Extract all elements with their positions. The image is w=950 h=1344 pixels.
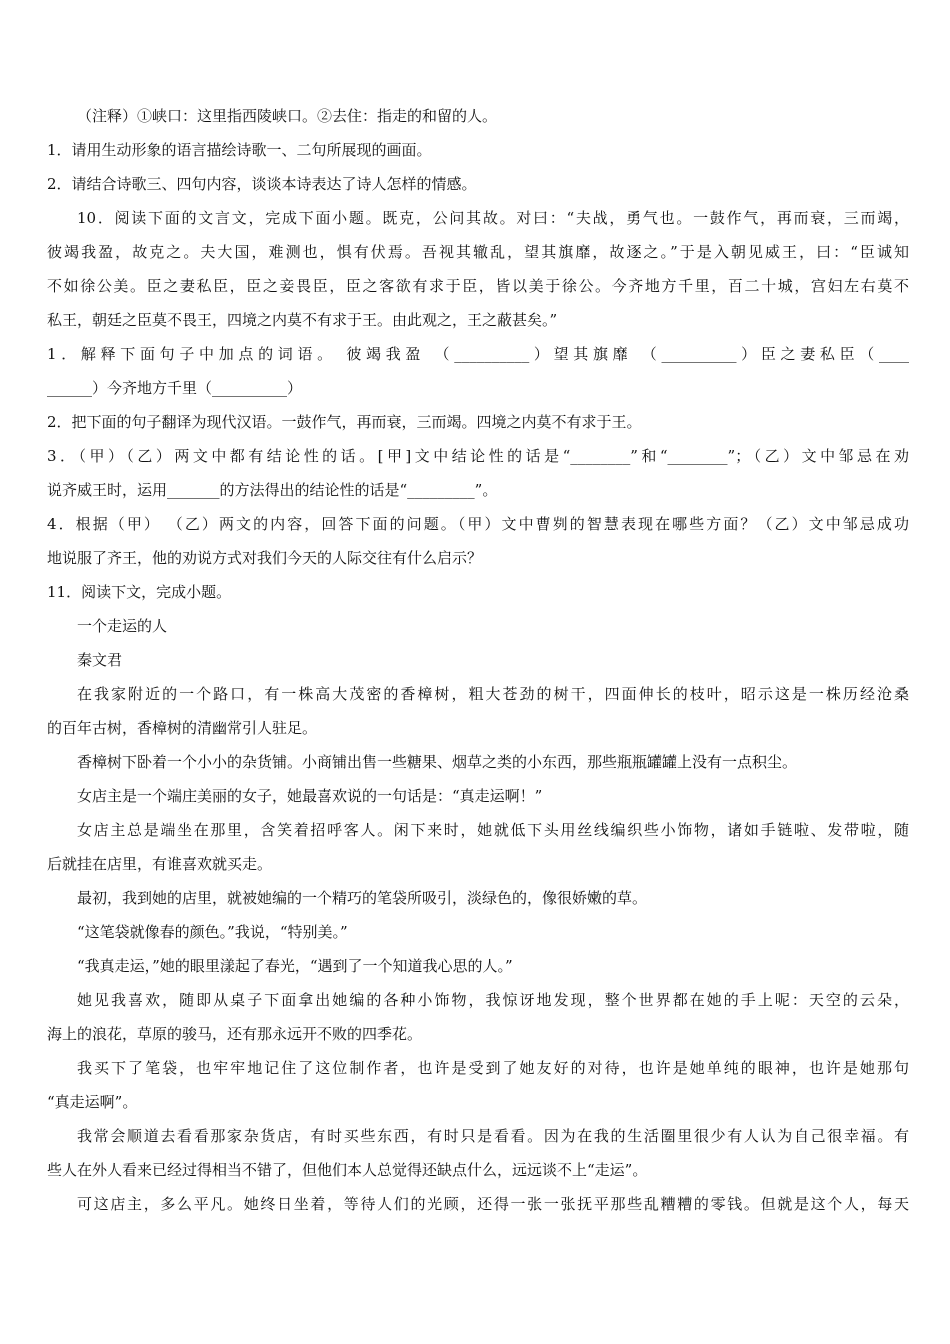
classical-text-line-2: 彼竭我盈，故克之。夫大国，难测也，惧有伏焉。吾视其辙乱，望其旗靡，故逐之。”于是入朝见威王，曰：“臣诚知	[47, 243, 909, 261]
essay-paragraph-line: “我真走运，”她的眼里漾起了春光，“遇到了一个知道我心思的人。”	[77, 957, 513, 975]
essay-paragraph-line: 女店主总是端坐在那里，含笑着招呼客人。闲下来时，她就低下头用丝线编织些小饰物，诸如手链啦、发带啦，随	[77, 821, 909, 839]
essay-paragraph-line: 女店主是一个端庄美丽的女子，她最喜欢说的一句话是：“真走运啊！”	[77, 787, 543, 805]
annotation-note: （注释）①峡口：这里指西陵峡口。②去住：指走的和留的人。	[77, 107, 498, 125]
essay-paragraph-line: 海上的浪花，草原的骏马，还有那永远开不败的四季花。	[47, 1025, 423, 1043]
sub-question-1-line-1: 1．解释下面句子中加点的词语。 彼竭我盈 （__________）望其旗靡 （__________）臣之妻私臣（____	[47, 345, 909, 363]
essay-paragraph-line: 我买下了笔袋，也牢牢地记住了这位制作者，也许是受到了她友好的对待，也许是她单纯的眼神，也许是她那句	[77, 1059, 909, 1077]
classical-text-line-1: 10．阅读下面的文言文，完成下面小题。既克，公问其故。对曰：“夫战，勇气也。一鼓作气，再而衰，三而竭，	[77, 209, 909, 227]
document-page	[47, 99, 909, 1221]
essay-paragraph-line: 在我家附近的一个路口，有一株高大茂密的香樟树，粗大苍劲的树干，四面伸长的枝叶，昭示这是一株历经沧桑	[77, 685, 909, 703]
essay-paragraph-line: 最初，我到她的店里，就被她编的一个精巧的笔袋所吸引，淡绿色的，像很娇嫩的草。	[77, 889, 648, 907]
sub-question-2: 2．把下面的句子翻译为现代汉语。一鼓作气，再而衰，三而竭。四境之内莫不有求于王。	[47, 413, 642, 431]
sub-question-3-line-2: 说齐威王时，运用_______的方法得出的结论性的话是“_________”。	[47, 481, 498, 499]
classical-text-line-4: 私王，朝廷之臣莫不畏王，四境之内莫不有求于王。由此观之，王之蔽甚矣。”	[47, 311, 558, 329]
essay-paragraph-line: “真走运啊”。	[47, 1093, 138, 1111]
question-11: 11．阅读下文，完成小题。	[47, 583, 232, 601]
essay-paragraph-line: 后就挂在店里，有谁喜欢就买走。	[47, 855, 273, 873]
essay-title: 一个走运的人	[77, 617, 168, 635]
sub-question-4-line-1: 4．根据（甲） （乙）两文的内容，回答下面的问题。（甲）文中曹刿的智慧表现在哪些方面？（乙）文中邹忌成功	[47, 515, 909, 533]
essay-paragraph-line: 香樟树下卧着一个小小的杂货铺。小商铺出售一些糖果、烟草之类的小东西，那些瓶瓶罐罐上没有一点积尘。	[77, 753, 798, 771]
essay-paragraph-line: “这笔袋就像春的颜色。”我说，“特别美。”	[77, 923, 348, 941]
sub-question-1-line-2: ______）今齐地方千里（__________）	[47, 379, 303, 397]
sub-question-3-line-1: 3．（甲）（乙）两文中都有结论性的话。[甲]文中结论性的话是“________”和“________”；（乙）文中邹忌在劝	[47, 447, 909, 465]
essay-paragraph-line: 我常会顺道去看看那家杂货店，有时买些东西，有时只是看看。因为在我的生活圈里很少有人认为自己很幸福。有	[77, 1127, 909, 1145]
essay-paragraph-line: 些人在外人看来已经过得相当不错了，但他们本人总觉得还缺点什么，远远谈不上“走运”。	[47, 1161, 648, 1179]
essay-paragraph-line: 的百年古树，香樟树的清幽常引人驻足。	[47, 719, 318, 737]
question-1: 1．请用生动形象的语言描绘诗歌一、二句所展现的画面。	[47, 141, 432, 159]
essay-paragraph-line: 可这店主，多么平凡。她终日坐着，等待人们的光顾，还得一张一张抚平那些乱糟糟的零钱。但就是这个人，每天	[77, 1195, 909, 1213]
question-2: 2．请结合诗歌三、四句内容，谈谈本诗表达了诗人怎样的情感。	[47, 175, 477, 193]
classical-text-line-3: 不如徐公美。臣之妻私臣，臣之妾畏臣，臣之客欲有求于臣，皆以美于徐公。今齐地方千里，百二十城，宫妇左右莫不	[47, 277, 909, 295]
essay-author: 秦文君	[77, 651, 123, 669]
essay-paragraph-line: 她见我喜欢，随即从桌子下面拿出她编的各种小饰物，我惊讶地发现，整个世界都在她的手上呢：天空的云朵，	[77, 991, 909, 1009]
sub-question-4-line-2: 地说服了齐王，他的劝说方式对我们今天的人际交往有什么启示？	[47, 549, 483, 567]
